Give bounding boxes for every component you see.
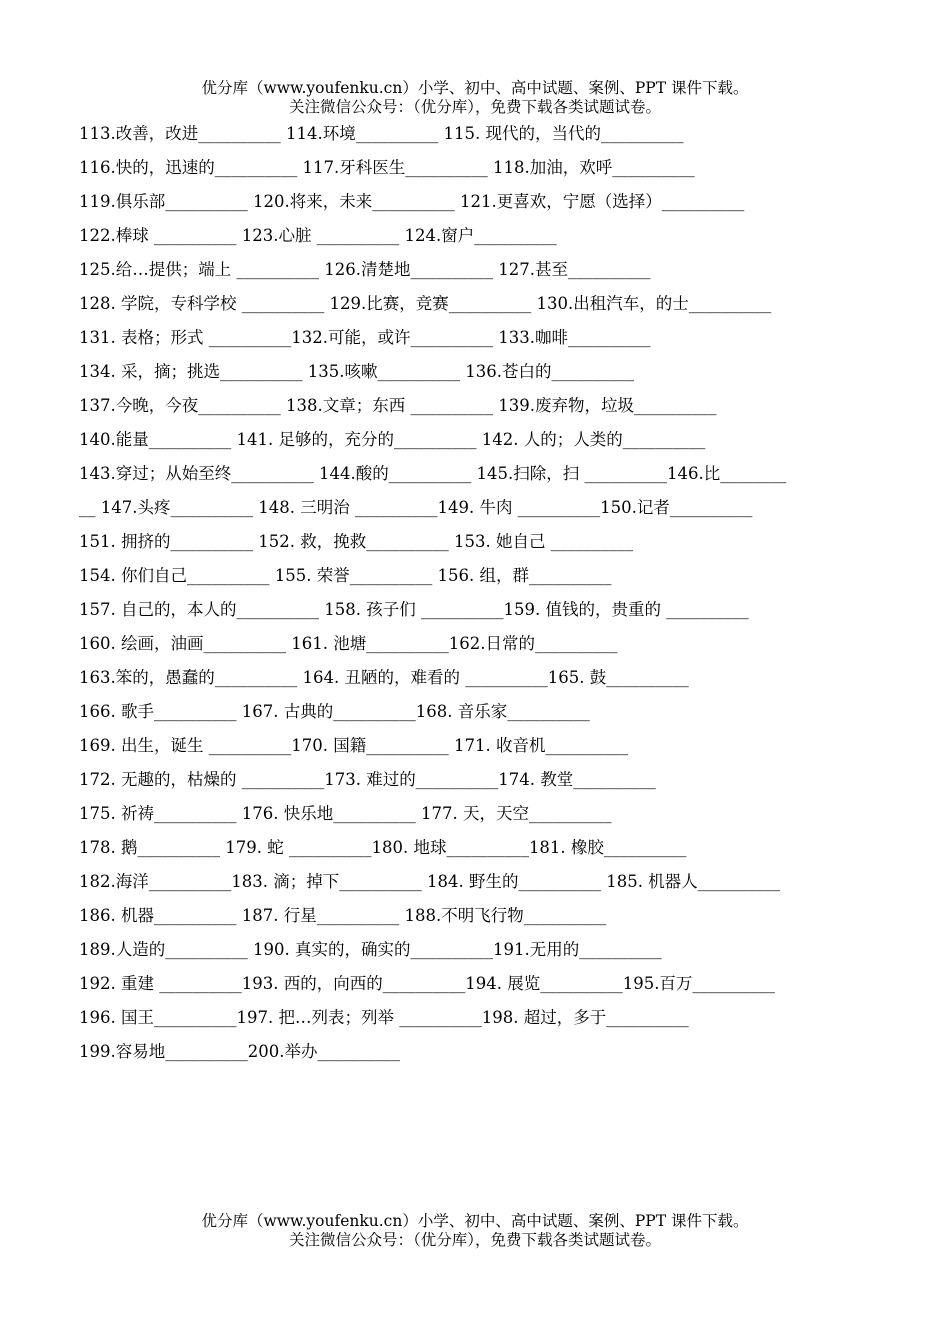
footer-line-2: 关注微信公众号：（优分库），免费下载各类试题试卷。 [288, 1231, 661, 1249]
list-line: 137.今晚，今夜__________ 138.文章；东西 __________ 139.废弃物，垃圾__________ [79, 396, 717, 415]
list-line: 192. 重建 __________193. 西的，向西的__________194. 展览__________195.百万__________ [79, 974, 775, 993]
list-line: 116.快的，迅速的__________ 117.牙科医生__________ 118.加油，欢呼__________ [79, 158, 695, 177]
list-line: 154. 你们自己__________ 155. 荣誉__________ 156. 组，群__________ [79, 566, 612, 585]
list-line: 119.俱乐部__________ 120.将来，未来__________ 121.更喜欢，宁愿（选择）__________ [79, 192, 745, 211]
header-line-1: 优分库（www.youfenku.cn）小学、初中、高中试题、案例、PPT 课件下载。 [201, 79, 749, 97]
list-line: 175. 祈祷__________ 176. 快乐地__________ 177. 天，天空__________ [79, 804, 612, 823]
list-line: 172. 无趣的，枯燥的 __________173. 难过的__________174. 教堂__________ [79, 770, 656, 789]
list-line: 134. 采，摘；挑选__________ 135.咳嗽__________ 136.苍白的__________ [79, 362, 634, 381]
list-line: 151. 拥挤的__________ 152. 救，挽救__________ 153. 她自己 __________ [79, 532, 634, 551]
list-line: 122.棒球 __________ 123.心脏 __________ 124.窗户__________ [79, 226, 557, 245]
list-line: 143.穿过；从始至终__________ 144.酸的__________ 145.扫除，扫 __________146.比________ [79, 464, 787, 483]
list-line: 131. 表格；形式 __________132.可能，或许__________ 133.咖啡__________ [79, 328, 651, 347]
vocabulary-list [79, 120, 879, 1072]
list-line: 169. 出生，诞生 __________170. 国籍__________ 171. 收音机__________ [79, 736, 628, 755]
list-line: 128. 学院，专科学校 __________ 129.比赛，竞赛__________ 130.出租汽车，的士__________ [79, 294, 772, 313]
list-line: 186. 机器__________ 187. 行星__________ 188.不明飞行物__________ [79, 906, 607, 925]
list-line: 182.海洋__________183. 滴；掉下__________ 184. 野生的__________ 185. 机器人__________ [79, 872, 781, 891]
list-line: __ 147.头疼__________ 148. 三明治 __________149. 牛肉 __________150.记者__________ [79, 498, 753, 517]
list-line: 140.能量__________ 141. 足够的，充分的__________ 142. 人的；人类的__________ [79, 430, 706, 449]
list-line: 199.容易地__________200.举办__________ [79, 1042, 400, 1061]
list-line: 163.笨的，愚蠢的__________ 164. 丑陋的，难看的 __________165. 鼓__________ [79, 668, 689, 687]
header-line-2: 关注微信公众号：（优分库），免费下载各类试题试卷。 [288, 98, 661, 116]
list-line: 157. 自己的，本人的__________ 158. 孩子们 __________159. 值钱的，贵重的 __________ [79, 600, 749, 619]
list-line: 125.给…提供；端上 __________ 126.清楚地__________ 127.甚至__________ [79, 260, 651, 279]
list-line: 166. 歌手__________ 167. 古典的__________168. 音乐家__________ [79, 702, 590, 721]
page-footer [0, 1212, 950, 1250]
list-line: 160. 绘画，油画__________ 161. 池塘__________162.日常的__________ [79, 634, 618, 653]
list-line: 196. 国王__________197. 把…列表；列举 __________198. 超过，多于__________ [79, 1008, 689, 1027]
list-line: 113.改善，改进__________ 114.环境__________ 115. 现代的，当代的__________ [79, 124, 684, 143]
page-header [0, 79, 950, 117]
list-line: 189.人造的__________ 190. 真实的，确实的__________191.无用的__________ [79, 940, 662, 959]
footer-line-1: 优分库（www.youfenku.cn）小学、初中、高中试题、案例、PPT 课件下载。 [201, 1212, 749, 1230]
list-line: 178. 鹅__________ 179. 蛇 __________180. 地球__________181. 橡胶__________ [79, 838, 687, 857]
